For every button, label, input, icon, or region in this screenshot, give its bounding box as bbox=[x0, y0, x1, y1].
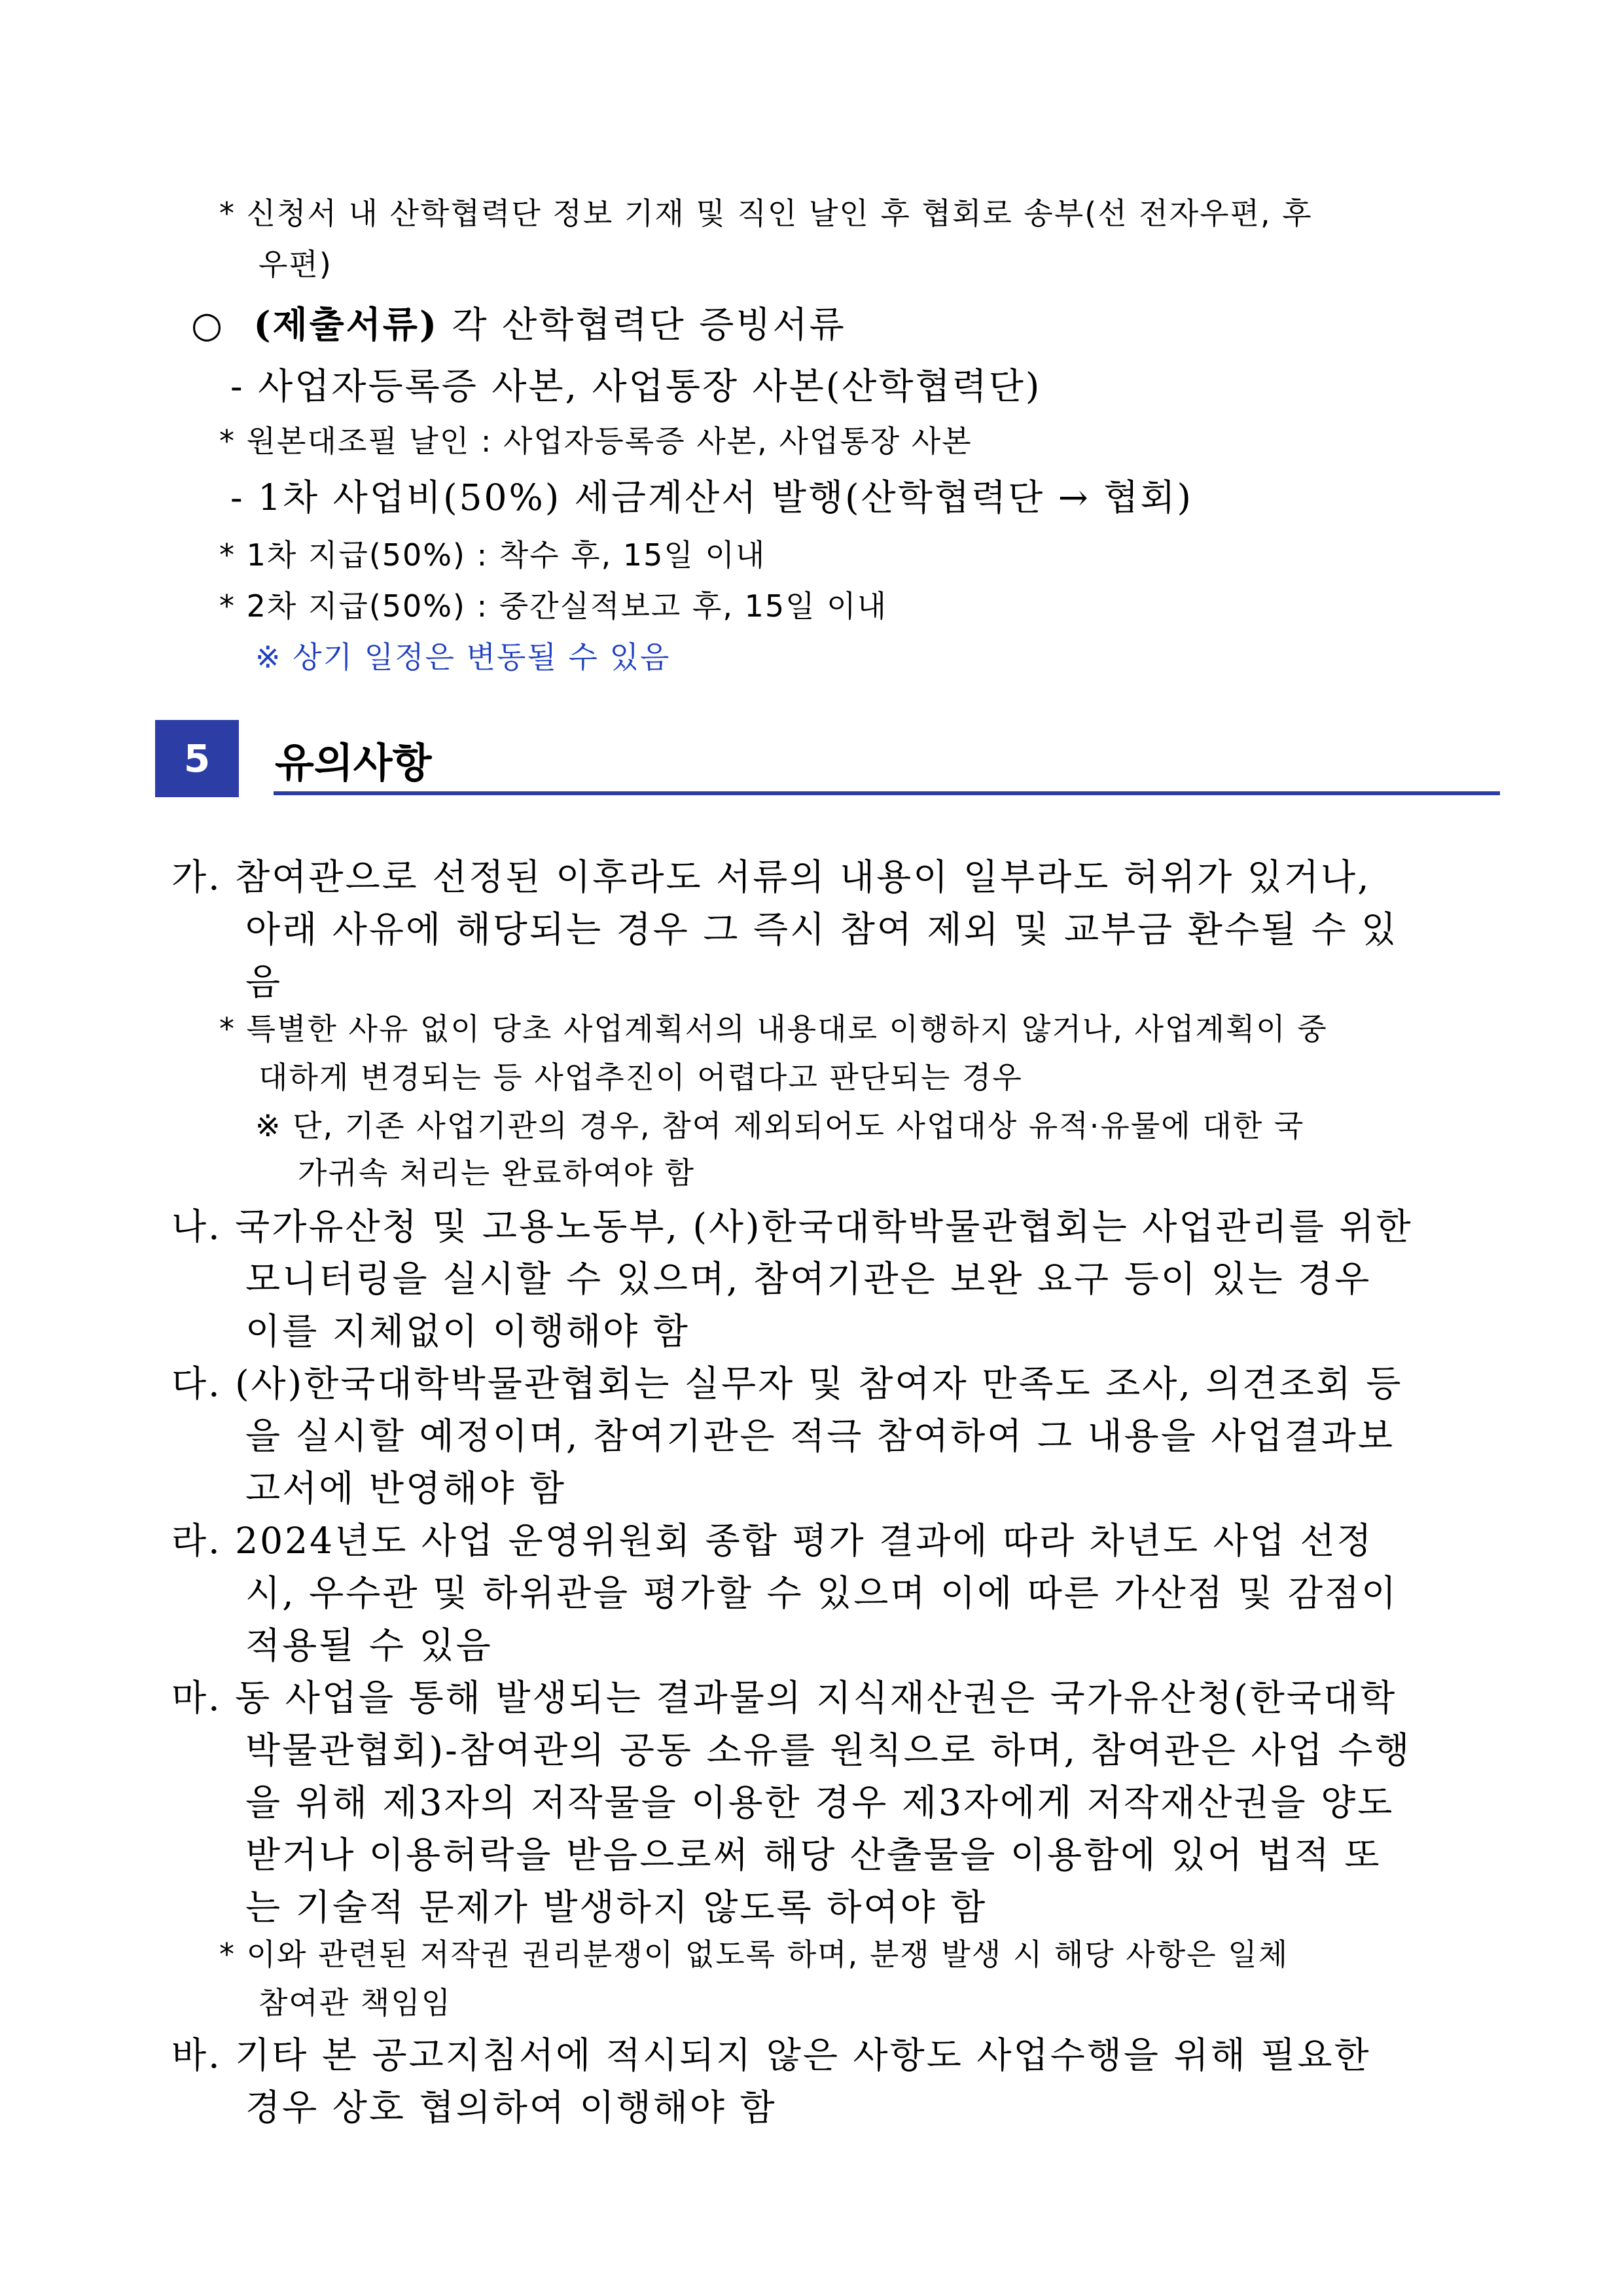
docs-item-1: - 사업자등록증 사본, 사업통장 사본(산학협력단) bbox=[230, 365, 1042, 407]
item-ma-line-5: 는 기술적 문제가 발생하지 않도록 하여야 함 bbox=[245, 1886, 988, 1928]
item-ra-line-2: 시, 우수관 및 하위관을 평가할 수 있으며 이에 따른 가산점 및 감점이 bbox=[245, 1572, 1399, 1614]
note-submission-cont: 우편) bbox=[259, 247, 332, 282]
note-payment-2: * 2차 지급(50%) : 중간실적보고 후, 15일 이내 bbox=[219, 588, 888, 624]
note-original-stamp: * 원본대조필 날인 : 사업자등록증 사본, 사업통장 사본 bbox=[219, 423, 972, 459]
docs-item-2: - 1차 사업비(50%) 세금계산서 발행(산학협력단 → 협회) bbox=[230, 476, 1193, 518]
note-payment-1: * 1차 지급(50%) : 착수 후, 15일 이내 bbox=[219, 537, 766, 573]
item-ga-line-1: 가. 참여관으로 선정된 이후라도 서류의 내용이 일부라도 허위가 있거나, bbox=[171, 856, 1371, 898]
item-ga-line-3: 음 bbox=[245, 961, 283, 1003]
item-ga-note-line-2: 대하게 변경되는 등 사업추진이 어렵다고 판단되는 경우 bbox=[259, 1060, 1023, 1095]
submission-docs-text: 각 산학협력단 증빙서류 bbox=[438, 304, 846, 346]
item-na-line-2: 모니터링을 실시할 수 있으며, 참여기관은 보완 요구 등이 있는 경우 bbox=[245, 1258, 1372, 1300]
submission-docs-label: (제출서류) bbox=[253, 303, 439, 346]
section-title-underline bbox=[274, 791, 1500, 795]
item-ra-line-1: 라. 2024년도 사업 운영위원회 종합 평가 결과에 따라 차년도 사업 선정 bbox=[171, 1520, 1374, 1562]
item-ma-line-1: 마. 동 사업을 통해 발생되는 결과물의 지식재산권은 국가유산청(한국대학 bbox=[171, 1677, 1397, 1719]
item-ra-line-3: 적용될 수 있음 bbox=[245, 1624, 493, 1666]
section-number-badge: 5 bbox=[155, 720, 239, 797]
item-ga-line-2: 아래 사유에 해당되는 경우 그 즉시 참여 제외 및 교부금 환수될 수 있 bbox=[245, 908, 1399, 950]
circle-bullet: ○ bbox=[191, 304, 224, 346]
item-ba-line-1: 바. 기타 본 공고지침서에 적시되지 않은 사항도 사업수행을 위해 필요한 bbox=[171, 2034, 1371, 2076]
note-submission: * 신청서 내 산학협력단 정보 기재 및 직인 날인 후 협회로 송부(선 전자우편, 후 bbox=[219, 196, 1313, 231]
item-na-line-3: 이를 지체없이 이행해야 함 bbox=[245, 1310, 690, 1352]
submission-docs-heading bbox=[191, 296, 846, 348]
item-na-line-1: 나. 국가유산청 및 고용노동부, (사)한국대학박물관협회는 사업관리를 위한 bbox=[171, 1206, 1413, 1247]
item-ma-note-line-1: * 이와 관련된 저작권 권리분쟁이 없도록 하며, 분쟁 발생 시 해당 사항은 일체 bbox=[219, 1937, 1289, 1972]
item-ba-line-2: 경우 상호 협의하여 이행해야 함 bbox=[245, 2087, 777, 2128]
item-ga-ref-line-2: 가귀속 처리는 완료하여야 함 bbox=[298, 1155, 696, 1191]
item-da-line-2: 을 실시할 예정이며, 참여기관은 적극 참여하여 그 내용을 사업결과보 bbox=[245, 1415, 1395, 1457]
schedule-change-notice: ※ 상기 일정은 변동될 수 있음 bbox=[255, 639, 671, 675]
item-ma-line-3: 을 위해 제3자의 저작물을 이용한 경우 제3자에게 저작재산권을 양도 bbox=[245, 1782, 1395, 1823]
item-ma-line-2: 박물관협회)-참여관의 공동 소유를 원칙으로 하며, 참여관은 사업 수행 bbox=[245, 1729, 1412, 1771]
item-da-line-3: 고서에 반영해야 함 bbox=[245, 1467, 567, 1509]
item-ma-note-line-2: 참여관 책임임 bbox=[259, 1985, 452, 2020]
item-da-line-1: 다. (사)한국대학박물관협회는 실무자 및 참여자 만족도 조사, 의견조회 등 bbox=[171, 1363, 1403, 1405]
item-ga-note-line-1: * 특별한 사유 없이 당초 사업계획서의 내용대로 이행하지 않거나, 사업계획이 중 bbox=[219, 1011, 1328, 1047]
item-ma-line-4: 받거나 이용허락을 받음으로써 해당 산출물을 이용함에 있어 법적 또 bbox=[245, 1834, 1382, 1876]
section-title: 유의사항 bbox=[275, 739, 432, 787]
item-ga-ref-line-1: ※ 단, 기존 사업기관의 경우, 참여 제외되어도 사업대상 유적·유물에 대한 국 bbox=[255, 1108, 1305, 1143]
